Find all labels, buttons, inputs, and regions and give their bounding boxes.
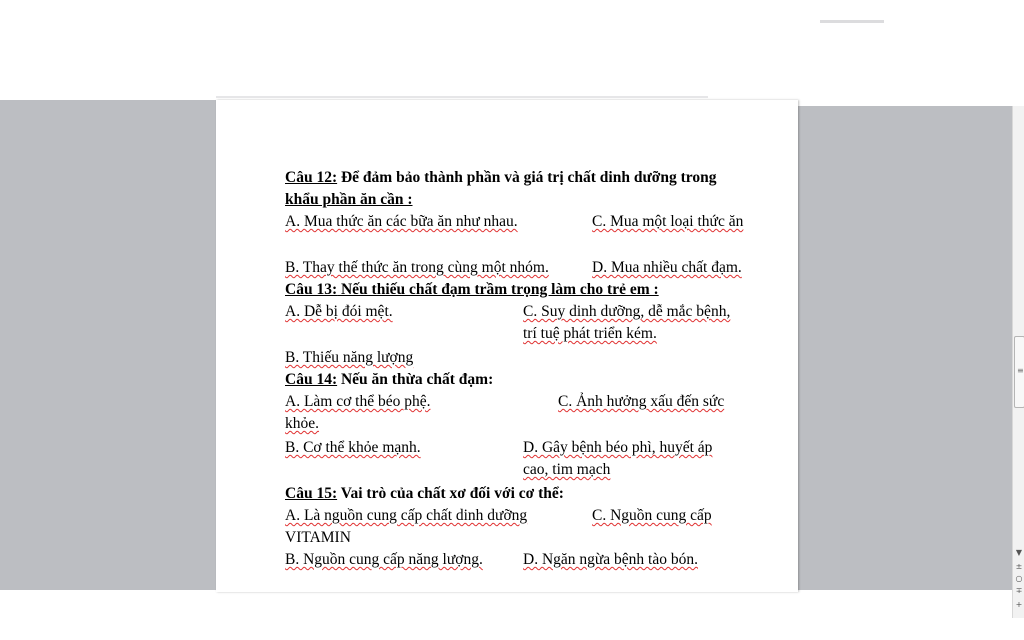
- question-14-option-d-line2: cao, tim mạch: [523, 461, 611, 478]
- question-13-option-c-line2: trí tuệ phát triển kém.: [523, 325, 657, 342]
- select-browse-object-icon[interactable]: ○: [1015, 574, 1023, 583]
- question-14-option-b: B. Cơ thể khỏe mạnh.: [285, 439, 421, 456]
- document-area-left: [0, 100, 216, 590]
- scrollbar-thumb[interactable]: [1014, 336, 1024, 408]
- question-12-text: Để đảm bảo thành phần và giá trị chất dinh dưỡng trong: [337, 169, 717, 186]
- scroll-down-arrow-icon[interactable]: ▼: [1015, 548, 1023, 557]
- question-13-number: Câu 13:: [285, 281, 338, 298]
- question-14-text: Nếu ăn thừa chất đạm:: [337, 371, 494, 388]
- question-15-option-b: B. Nguồn cung cấp năng lượng.: [285, 551, 483, 568]
- question-13-text: Nếu thiếu chất đạm trầm trọng làm cho trẻ em :: [337, 281, 659, 298]
- zoom-icon[interactable]: +: [1015, 600, 1023, 609]
- question-15-option-a: A. Là nguồn cung cấp chất dinh dưỡng: [285, 507, 528, 524]
- question-12-option-c: C. Mua một loại thức ăn: [592, 213, 744, 230]
- question-15-option-c-line2: VITAMIN: [285, 529, 351, 546]
- question-13-option-c-line1: C. Suy dinh dưỡng, dễ mắc bệnh,: [523, 303, 731, 320]
- question-13-option-a: A. Dễ bị đói mệt.: [285, 303, 393, 320]
- grip-icon: ≡: [1017, 366, 1024, 375]
- page-edge-shadow: [216, 96, 708, 98]
- question-15-option-c-line1: C. Nguồn cung cấp: [592, 507, 712, 524]
- question-12-option-d: D. Mua nhiều chất đạm.: [592, 259, 742, 276]
- question-14-option-c-line1: C. Ảnh hưởng xấu đến sức: [558, 393, 725, 410]
- question-14-option-a: A. Làm cơ thể béo phệ.: [285, 393, 431, 410]
- question-15-number: Câu 15:: [285, 485, 338, 502]
- vertical-scrollbar[interactable]: [1012, 106, 1024, 618]
- question-13-option-b: B. Thiếu năng lượng: [285, 349, 414, 366]
- question-15-heading: [285, 484, 564, 504]
- next-page-icon[interactable]: ∓: [1015, 586, 1023, 595]
- document-page[interactable]: [216, 100, 798, 592]
- document-area-right: [798, 106, 1012, 590]
- question-14-number: Câu 14:: [285, 371, 338, 388]
- question-12-text-line2: khẩu phần ăn cần :: [285, 191, 413, 208]
- question-13-heading: [285, 280, 659, 300]
- previous-page-icon[interactable]: ±: [1015, 562, 1023, 571]
- question-14-option-d-line1: D. Gây bệnh béo phì, huyết áp: [523, 439, 713, 456]
- question-12-number: Câu 12:: [285, 169, 338, 186]
- question-12-option-b: B. Thay thế thức ăn trong cùng một nhóm.: [285, 259, 549, 276]
- question-12-option-a: A. Mua thức ăn các bữa ăn như nhau.: [285, 213, 518, 230]
- question-14-heading: [285, 370, 493, 390]
- window-edge-artifact: [820, 20, 884, 23]
- question-15-option-d: D. Ngăn ngừa bệnh tào bón.: [523, 551, 698, 568]
- question-14-option-c-line2: khỏe.: [285, 415, 320, 432]
- question-12-heading: [285, 168, 716, 188]
- question-15-text: Vai trò của chất xơ đối với cơ thể:: [337, 485, 564, 502]
